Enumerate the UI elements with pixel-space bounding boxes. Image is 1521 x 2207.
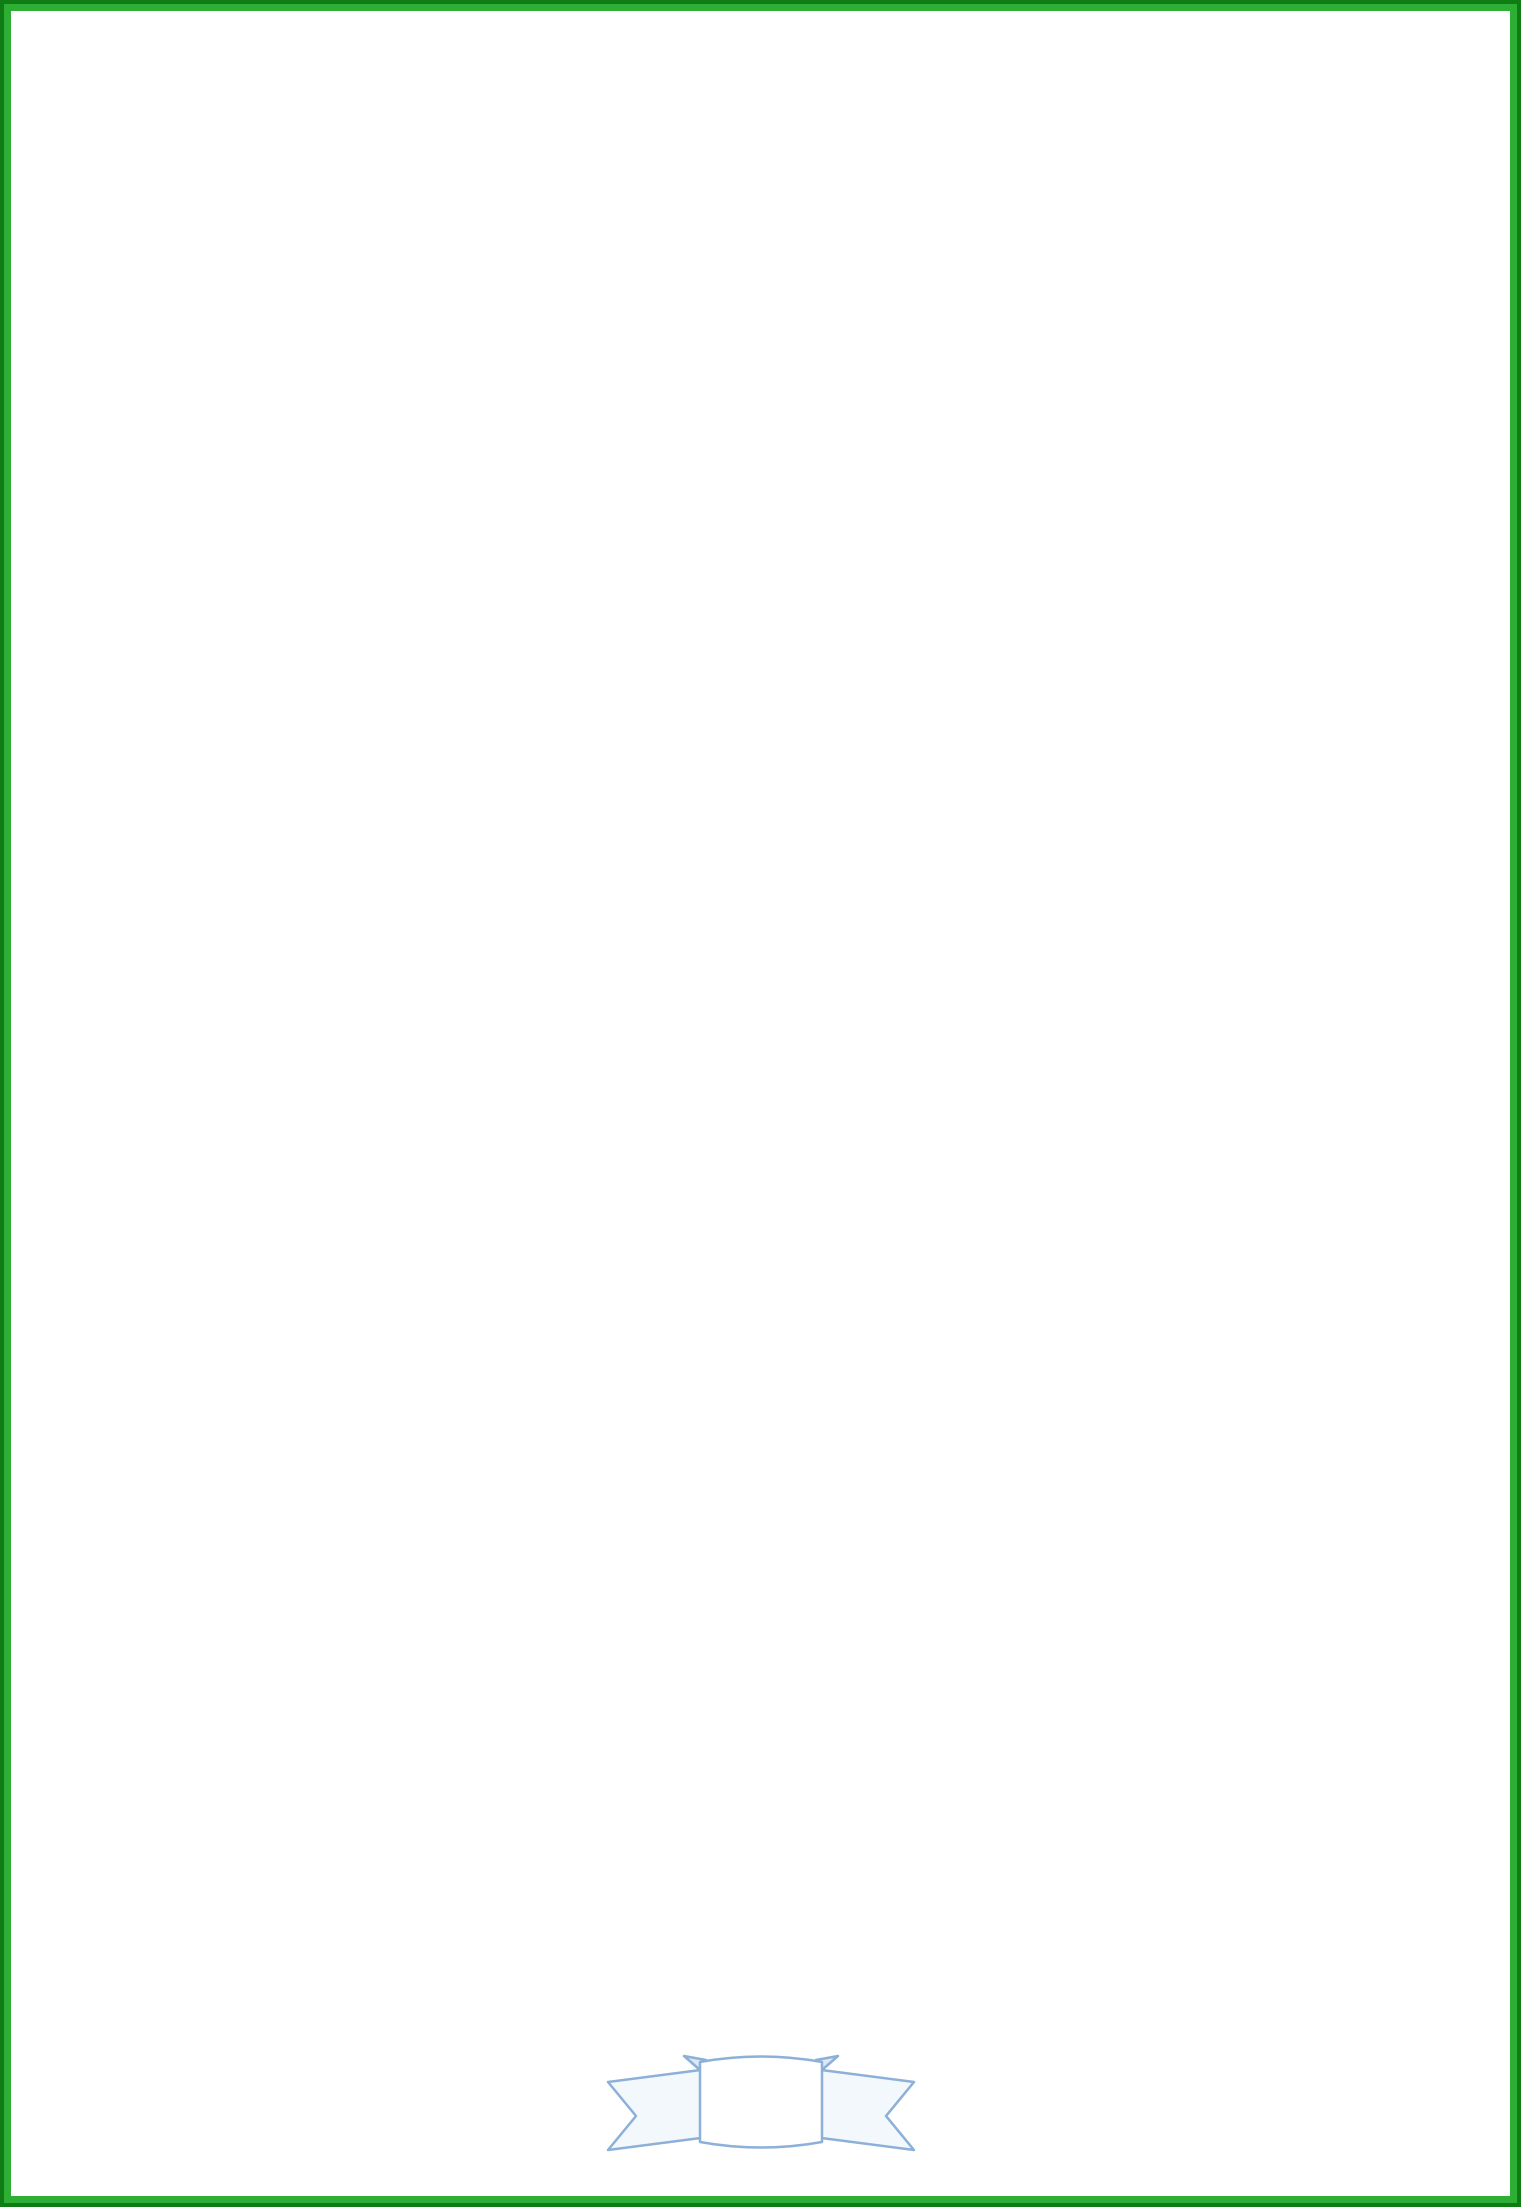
ribbon-banner-icon [596, 2042, 926, 2162]
page-content [4, 4, 1517, 242]
page-number-ribbon [596, 2042, 926, 2167]
